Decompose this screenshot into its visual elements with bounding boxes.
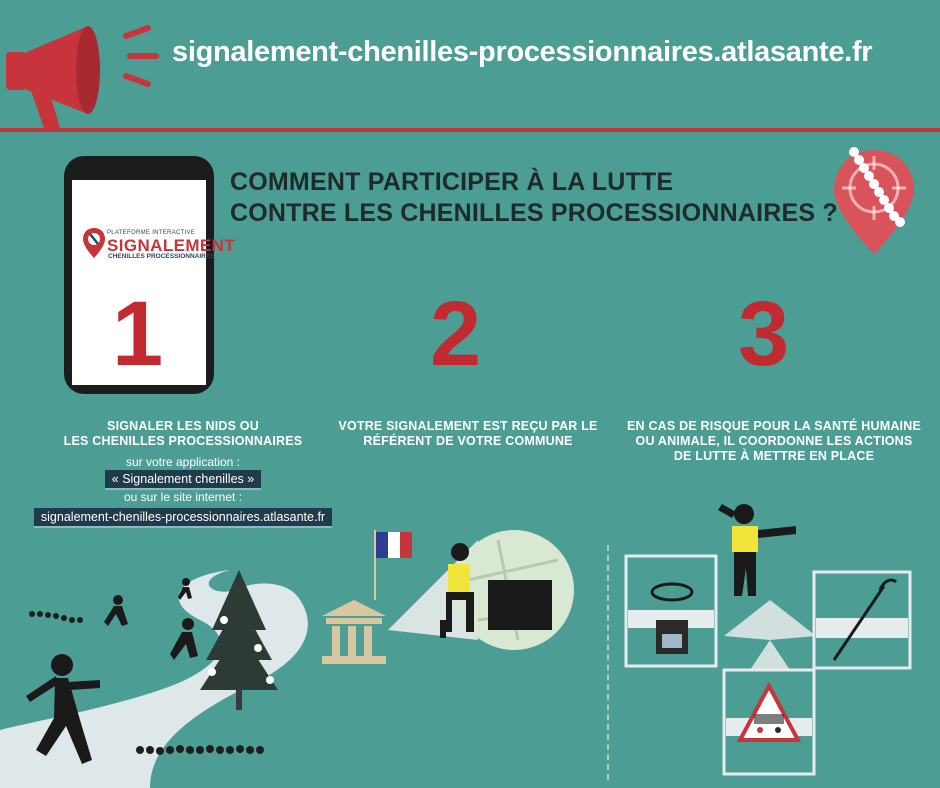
step-2-title [318,419,618,449]
warning-sign-icon [724,670,814,774]
beam-right [770,600,816,640]
step-1-text-site: ou sur le site internet : [123,490,243,504]
caterpillar-icon [29,611,83,623]
app-name-badge: « Signalement chenilles » [105,470,261,490]
app-logo-subtitle: CHENILLES PROCESSIONNAIRES [108,253,215,260]
step-3-illustration [620,490,920,780]
page-title [230,167,838,229]
trap-icon [626,556,716,666]
site-url-badge[interactable]: signalement-chenilles-processionnaires.atlasante.fr [34,508,332,528]
step-2-illustration [318,520,588,670]
step-1-text-app: sur votre application : [125,455,241,469]
step-1-number: 1 [112,283,164,385]
pointing-agent-icon [718,504,796,596]
step-1-title-line2: LES CHENILLES PROCESSIONNAIRES [63,434,303,448]
megaphone-icon [0,12,170,130]
step-3-number: 3 [738,283,790,385]
app-logo-title: SIGNALEMENT [107,236,236,255]
page-title-line1: COMMENT PARTICIPER À LA LUTTE [230,168,674,196]
dashed-separator [607,545,609,780]
step-2-number: 2 [430,283,482,385]
page-title-line2: CONTRE LES CHENILLES PROCESSIONNAIRES ? [230,199,838,227]
step-3-title [612,419,936,464]
step-2-title-line2: RÉFÉRENT DE VOTRE COMMUNE [363,434,573,448]
step-3-title-line1: EN CAS DE RISQUE POUR LA SANTÉ HUMAINE [627,419,921,433]
step-1-title-line1: SIGNALER LES NIDS OU [107,419,259,433]
step-1-title [28,419,338,449]
location-pin-icon [828,142,920,258]
step-1-illustration [0,560,330,788]
beam-bottom [750,640,790,670]
header-divider [0,128,940,132]
step-2-title-line1: VOTRE SIGNALEMENT EST REÇU PAR LE [338,419,598,433]
app-logo-pin-icon [82,226,106,260]
step-3-title-line3: DE LUTTE À METTRE EN PLACE [673,449,875,463]
step-3-title-line2: OU ANIMALE, IL COORDONNE LES ACTIONS [635,434,913,448]
france-flag-icon [374,530,412,600]
beam-left [724,600,770,640]
pole-pruner-icon [814,572,910,668]
site-url-link[interactable]: signalement-chenilles-processionnaires.atlasante.fr [172,36,873,68]
app-logo-small-label: PLATEFORME INTERACTIVE [107,230,196,236]
town-hall-icon [322,600,386,664]
